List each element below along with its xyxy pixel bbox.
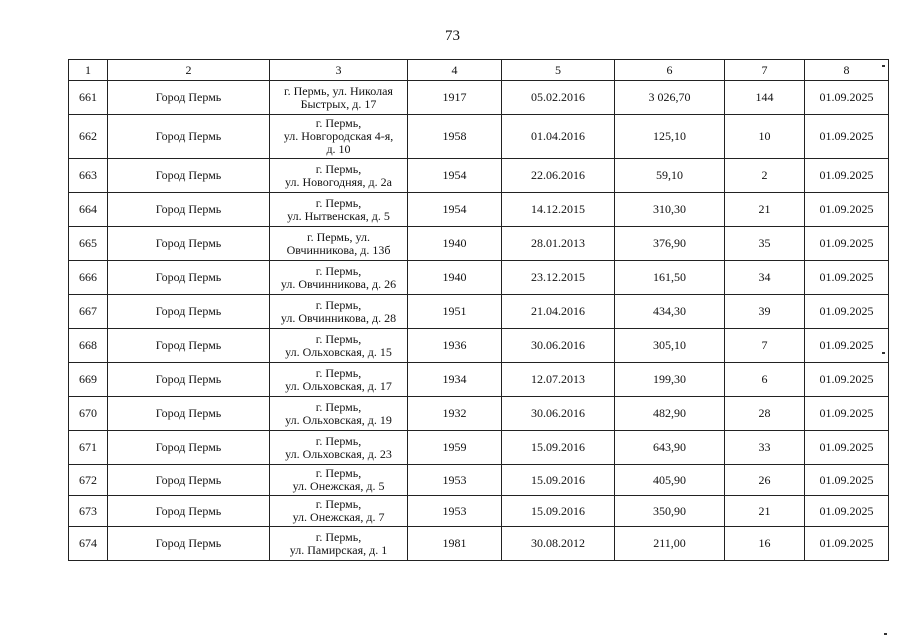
area-cell <box>615 465 725 496</box>
year-text: 1954 <box>442 202 467 216</box>
area-text: 643,90 <box>653 440 686 454</box>
year-text: 1951 <box>442 304 467 318</box>
row-number-text: 663 <box>79 168 97 182</box>
count-text: 33 <box>758 440 771 454</box>
address-cell <box>270 363 408 397</box>
row-number-cell <box>69 115 108 159</box>
deadline-text: 01.09.2025 <box>819 168 874 182</box>
count-cell <box>725 227 805 261</box>
deadline-text: 01.09.2025 <box>819 236 874 250</box>
column-header: 6 <box>615 60 725 81</box>
address-text: г. Пермь, <box>315 263 362 278</box>
deadline-text: 01.09.2025 <box>819 472 874 487</box>
deadline-text: 01.09.2025 <box>819 90 874 104</box>
date-cell <box>502 431 615 465</box>
city-cell <box>108 193 270 227</box>
area-text: 376,90 <box>653 236 686 250</box>
column-header: 4 <box>408 60 502 81</box>
row-number-cell <box>69 527 108 561</box>
date-text: 14.12.2015 <box>531 202 585 216</box>
address-cell <box>270 527 408 561</box>
table-row <box>69 363 889 397</box>
city-text: Город Пермь <box>155 472 222 487</box>
table-row <box>69 295 889 329</box>
address-cell <box>270 329 408 363</box>
area-text: 3 026,70 <box>648 90 691 104</box>
date-text: 30.06.2016 <box>531 338 585 352</box>
table-row <box>69 465 889 496</box>
deadline-cell <box>805 81 889 115</box>
deadline-cell <box>805 159 889 193</box>
row-number-cell <box>69 496 108 527</box>
area-cell <box>615 496 725 527</box>
deadline-cell <box>805 363 889 397</box>
year-cell <box>408 496 502 527</box>
date-cell <box>502 115 615 159</box>
year-cell <box>408 527 502 561</box>
year-cell <box>408 193 502 227</box>
address-text: д. 10 <box>326 142 351 156</box>
address-cell <box>270 227 408 261</box>
row-number-text: 667 <box>79 304 97 318</box>
date-text: 21.04.2016 <box>531 304 585 318</box>
city-text: Город Пермь <box>155 440 222 454</box>
city-text: Город Пермь <box>155 304 222 318</box>
city-text: Город Пермь <box>155 372 222 386</box>
year-cell <box>408 81 502 115</box>
area-text: 305,10 <box>653 338 686 352</box>
address-text: ул. Ольховская, д. 23 <box>285 446 392 461</box>
date-cell <box>502 193 615 227</box>
year-text: 1954 <box>442 168 467 182</box>
date-cell <box>502 295 615 329</box>
city-cell <box>108 159 270 193</box>
date-cell <box>502 261 615 295</box>
count-text: 7 <box>761 338 768 352</box>
city-text: Город Пермь <box>155 168 222 182</box>
row-number-cell <box>69 81 108 115</box>
address-text: г. Пермь, ул. <box>307 229 370 244</box>
city-cell <box>108 363 270 397</box>
count-text: 144 <box>755 90 774 104</box>
address-text: г. Пермь, <box>315 497 362 511</box>
count-text: 28 <box>758 406 771 420</box>
count-cell <box>725 397 805 431</box>
column-header: 5 <box>502 60 615 81</box>
deadline-cell <box>805 431 889 465</box>
city-cell <box>108 295 270 329</box>
table-row <box>69 496 889 527</box>
address-text: ул. Памирская, д. 1 <box>289 542 388 557</box>
date-text: 22.06.2016 <box>531 168 585 182</box>
deadline-cell <box>805 465 889 496</box>
row-number-cell <box>69 159 108 193</box>
count-cell <box>725 363 805 397</box>
area-text: 199,30 <box>653 372 686 386</box>
deadline-cell <box>805 295 889 329</box>
area-cell <box>615 329 725 363</box>
year-text: 1958 <box>442 129 467 143</box>
area-text: 59,10 <box>656 168 683 182</box>
deadline-cell <box>805 397 889 431</box>
count-cell <box>725 431 805 465</box>
address-text: г. Пермь, <box>315 161 362 176</box>
row-number-text: 666 <box>79 270 97 284</box>
city-text: Город Пермь <box>155 236 222 250</box>
table-row <box>69 227 889 261</box>
city-cell <box>108 81 270 115</box>
count-cell <box>725 81 805 115</box>
row-number-text: 671 <box>79 440 97 454</box>
city-cell <box>108 329 270 363</box>
area-cell <box>615 527 725 561</box>
count-text: 6 <box>761 372 768 386</box>
row-number-text: 665 <box>79 236 97 250</box>
address-cell <box>270 81 408 115</box>
scan-mark <box>884 633 887 635</box>
scan-mark <box>882 65 885 67</box>
row-number-cell <box>69 193 108 227</box>
address-text: ул. Онежская, д. 5 <box>292 479 385 493</box>
deadline-text: 01.09.2025 <box>819 270 874 284</box>
area-cell <box>615 431 725 465</box>
city-cell <box>108 115 270 159</box>
date-cell <box>502 227 615 261</box>
address-text: г. Пермь, <box>315 399 362 414</box>
column-header: 1 <box>69 60 108 81</box>
count-cell <box>725 329 805 363</box>
date-text: 05.02.2016 <box>531 90 585 104</box>
table-row <box>69 431 889 465</box>
count-cell <box>725 159 805 193</box>
city-cell <box>108 527 270 561</box>
row-number-text: 664 <box>79 202 97 216</box>
year-text: 1936 <box>442 338 467 352</box>
date-text: 15.09.2016 <box>531 440 585 454</box>
address-text: ул. Онежская, д. 7 <box>292 510 385 524</box>
area-cell <box>615 115 725 159</box>
deadline-text: 01.09.2025 <box>819 372 874 386</box>
date-text: 30.08.2012 <box>531 536 585 550</box>
area-cell <box>615 295 725 329</box>
area-text: 125,10 <box>653 129 686 143</box>
area-cell <box>615 81 725 115</box>
address-text: г. Пермь, <box>315 116 362 130</box>
address-text: ул. Нытвенская, д. 5 <box>287 208 390 223</box>
row-number-cell <box>69 431 108 465</box>
deadline-cell <box>805 115 889 159</box>
city-text: Город Пермь <box>155 270 222 284</box>
area-cell <box>615 363 725 397</box>
year-cell <box>408 363 502 397</box>
table-row <box>69 397 889 431</box>
year-text: 1940 <box>442 270 467 284</box>
row-number-text: 670 <box>79 406 97 420</box>
address-cell <box>270 465 408 496</box>
address-text: г. Пермь, <box>315 365 362 380</box>
row-number-cell <box>69 261 108 295</box>
count-cell <box>725 465 805 496</box>
year-text: 1917 <box>442 90 467 104</box>
address-text: ул. Овчинникова, д. 26 <box>280 276 397 291</box>
count-cell <box>725 261 805 295</box>
deadline-text: 01.09.2025 <box>819 129 874 143</box>
date-cell <box>502 397 615 431</box>
address-text: г. Пермь, <box>315 433 362 448</box>
row-number-text: 668 <box>79 338 97 352</box>
row-number-text: 662 <box>79 129 97 143</box>
deadline-text: 01.09.2025 <box>819 536 874 550</box>
city-cell <box>108 397 270 431</box>
address-text: г. Пермь, <box>315 529 362 544</box>
deadline-text: 01.09.2025 <box>819 304 874 318</box>
deadline-cell <box>805 329 889 363</box>
city-cell <box>108 496 270 527</box>
count-cell <box>725 527 805 561</box>
area-text: 350,90 <box>653 503 686 518</box>
address-text: Быстрых, д. 17 <box>300 96 377 111</box>
column-header: 3 <box>270 60 408 81</box>
row-number-text: 672 <box>79 472 97 487</box>
date-text: 30.06.2016 <box>531 406 585 420</box>
city-cell <box>108 465 270 496</box>
deadline-cell <box>805 193 889 227</box>
address-cell <box>270 193 408 227</box>
area-cell <box>615 159 725 193</box>
year-text: 1959 <box>442 440 467 454</box>
address-text: ул. Овчинникова, д. 28 <box>280 310 397 325</box>
table-row <box>69 329 889 363</box>
date-cell <box>502 465 615 496</box>
year-cell <box>408 261 502 295</box>
year-text: 1940 <box>442 236 467 250</box>
count-text: 35 <box>758 236 771 250</box>
deadline-text: 01.09.2025 <box>819 338 874 352</box>
address-cell <box>270 115 408 159</box>
year-text: 1981 <box>442 536 467 550</box>
year-cell <box>408 115 502 159</box>
deadline-text: 01.09.2025 <box>819 440 874 454</box>
count-text: 34 <box>758 270 771 284</box>
year-cell <box>408 397 502 431</box>
area-text: 482,90 <box>653 406 686 420</box>
table-row <box>69 81 889 115</box>
address-text: ул. Новогодняя, д. 2а <box>285 174 392 189</box>
date-text: 12.07.2013 <box>531 372 585 386</box>
city-cell <box>108 261 270 295</box>
row-number-text: 669 <box>79 372 97 386</box>
address-text: ул. Ольховская, д. 15 <box>285 344 392 359</box>
area-cell <box>615 261 725 295</box>
city-text: Город Пермь <box>155 406 222 420</box>
year-text: 1953 <box>442 472 467 487</box>
count-text: 10 <box>758 129 771 143</box>
count-cell <box>725 496 805 527</box>
area-text: 211,00 <box>653 536 686 550</box>
deadline-cell <box>805 227 889 261</box>
year-text: 1953 <box>442 503 467 518</box>
count-text: 39 <box>758 304 771 318</box>
year-cell <box>408 329 502 363</box>
row-number-cell <box>69 295 108 329</box>
address-text: ул. Ольховская, д. 17 <box>285 378 392 393</box>
count-text: 21 <box>758 202 771 216</box>
row-number-cell <box>69 465 108 496</box>
address-cell <box>270 159 408 193</box>
count-cell <box>725 115 805 159</box>
address-cell <box>270 431 408 465</box>
deadline-text: 01.09.2025 <box>819 406 874 420</box>
area-cell <box>615 227 725 261</box>
deadline-cell <box>805 261 889 295</box>
date-text: 15.09.2016 <box>531 503 585 518</box>
row-number-cell <box>69 227 108 261</box>
deadline-text: 01.09.2025 <box>819 503 874 518</box>
year-cell <box>408 431 502 465</box>
column-header: 2 <box>108 60 270 81</box>
area-text: 161,50 <box>653 270 686 284</box>
address-cell <box>270 261 408 295</box>
year-cell <box>408 295 502 329</box>
city-text: Город Пермь <box>155 90 222 104</box>
count-cell <box>725 193 805 227</box>
count-text: 16 <box>758 536 771 550</box>
count-text: 21 <box>758 503 771 518</box>
scan-mark <box>882 352 885 354</box>
address-cell <box>270 496 408 527</box>
date-cell <box>502 363 615 397</box>
deadline-cell <box>805 496 889 527</box>
count-cell <box>725 295 805 329</box>
address-cell <box>270 295 408 329</box>
address-cell <box>270 397 408 431</box>
area-text: 434,30 <box>653 304 686 318</box>
address-text: ул. Новгородская 4-я, <box>283 129 394 143</box>
city-text: Город Пермь <box>155 338 222 352</box>
column-header: 7 <box>725 60 805 81</box>
table-row <box>69 261 889 295</box>
city-text: Город Пермь <box>155 202 222 216</box>
row-number-text: 674 <box>79 536 97 550</box>
address-text: г. Пермь, <box>315 331 362 346</box>
area-text: 405,90 <box>653 472 686 487</box>
date-cell <box>502 496 615 527</box>
row-number-cell <box>69 363 108 397</box>
city-text: Город Пермь <box>155 536 222 550</box>
date-text: 23.12.2015 <box>531 270 585 284</box>
table-header-row <box>69 60 889 81</box>
address-text: г. Пермь, <box>315 195 362 210</box>
year-cell <box>408 465 502 496</box>
date-text: 15.09.2016 <box>531 472 585 487</box>
deadline-cell <box>805 527 889 561</box>
city-text: Город Пермь <box>155 503 222 518</box>
area-cell <box>615 397 725 431</box>
page-number: 73 <box>445 28 460 44</box>
row-number-text: 661 <box>79 90 97 104</box>
address-text: г. Пермь, ул. Николая <box>284 83 393 98</box>
year-cell <box>408 159 502 193</box>
date-cell <box>502 329 615 363</box>
deadline-text: 01.09.2025 <box>819 202 874 216</box>
table-row <box>69 115 889 159</box>
city-cell <box>108 431 270 465</box>
year-cell <box>408 227 502 261</box>
count-text: 26 <box>758 472 771 487</box>
area-cell <box>615 193 725 227</box>
address-text: ул. Ольховская, д. 19 <box>285 412 392 427</box>
row-number-cell <box>69 329 108 363</box>
date-cell <box>502 527 615 561</box>
row-number-text: 673 <box>79 503 97 518</box>
table-row <box>69 159 889 193</box>
column-header: 8 <box>805 60 889 81</box>
city-cell <box>108 227 270 261</box>
date-text: 28.01.2013 <box>531 236 585 250</box>
date-cell <box>502 81 615 115</box>
address-text: Овчинникова, д. 13б <box>286 242 391 257</box>
area-text: 310,30 <box>653 202 686 216</box>
city-text: Город Пермь <box>155 129 222 143</box>
date-text: 01.04.2016 <box>531 129 585 143</box>
address-text: г. Пермь, <box>315 466 362 480</box>
table-row <box>69 527 889 561</box>
count-text: 2 <box>761 168 768 182</box>
address-text: г. Пермь, <box>315 297 362 312</box>
row-number-cell <box>69 397 108 431</box>
year-text: 1932 <box>442 406 467 420</box>
housing-registry-table <box>68 59 889 561</box>
table-row <box>69 193 889 227</box>
date-cell <box>502 159 615 193</box>
year-text: 1934 <box>442 372 467 386</box>
